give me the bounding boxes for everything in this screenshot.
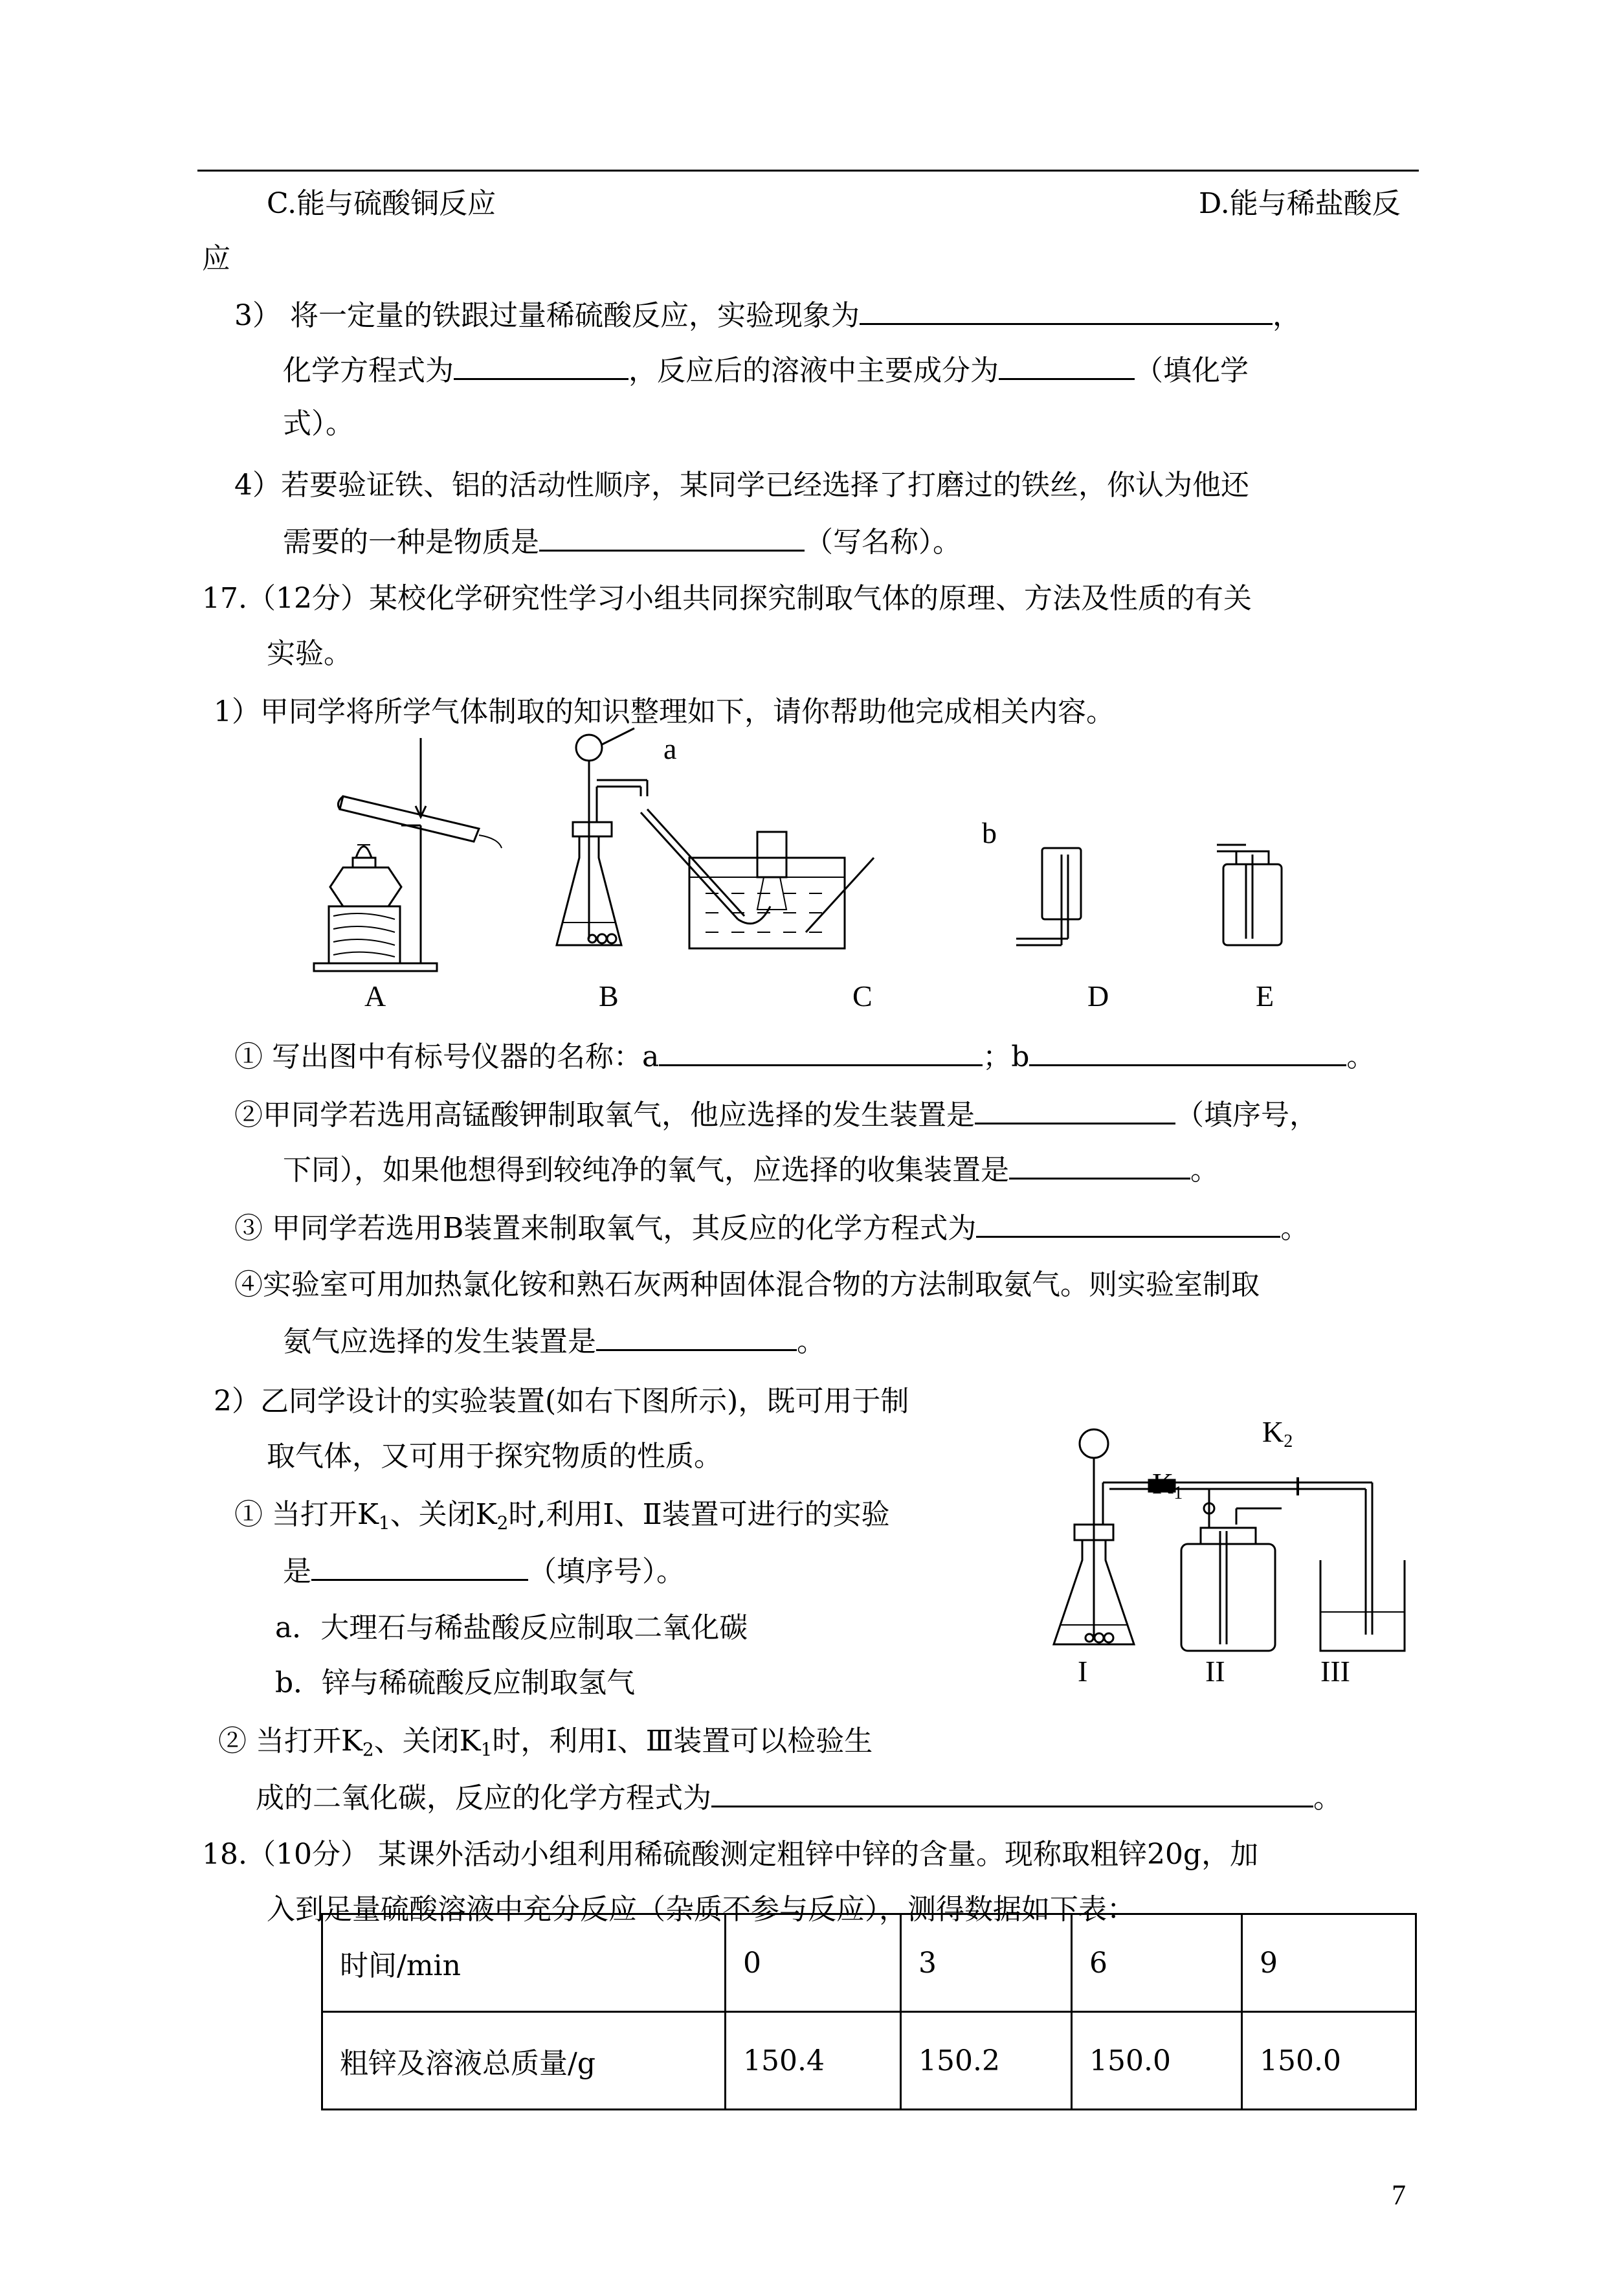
q3-solution-label: ，反应后的溶液中主要成分为	[628, 354, 999, 387]
label-a: a	[663, 732, 677, 765]
table-cell: 150.0	[1242, 2012, 1416, 2110]
q3-line3: 式）。	[283, 407, 354, 440]
q17-line1: 17.（12分）某校化学研究性学习小组共同探究制取气体的原理、方法及性质的有关	[202, 582, 1252, 615]
apparatus-figure-1	[304, 725, 1314, 997]
q4-label: 需要的一种是物质是	[283, 526, 539, 559]
q3-line1	[234, 295, 1301, 335]
sub1-b-label: ；b	[983, 1040, 1030, 1073]
p2s2-text-a: ② 当打开K	[218, 1725, 362, 1758]
table-cell: 3	[901, 1914, 1072, 2012]
apparatus-b	[557, 728, 647, 945]
apparatus-a	[314, 738, 502, 971]
label-b: b	[982, 816, 997, 849]
label-E: E	[1256, 979, 1274, 1012]
p2s2-sub2: 1	[480, 1739, 493, 1760]
table-cell: 150.4	[726, 2012, 901, 2110]
part2-sub2-line2	[256, 1777, 1342, 1818]
table-row	[322, 2012, 1416, 2110]
table-cell: 150.0	[1072, 2012, 1242, 2110]
p2s2-equation-blank[interactable]	[711, 1777, 1313, 1807]
sub1-punct: 。	[1346, 1040, 1375, 1073]
q3-equation-blank[interactable]	[454, 350, 628, 380]
q3-hint: （填化学	[1135, 354, 1249, 387]
p2s2-punct: 。	[1313, 1782, 1342, 1815]
q3-eq-label: 化学方程式为	[283, 354, 454, 387]
sub1-label: ① 写出图中有标号仪器的名称：a	[234, 1040, 660, 1073]
apparatus-e	[1217, 845, 1282, 945]
part2-sub2-line1	[218, 1722, 873, 1769]
q4-substance-blank[interactable]	[539, 521, 805, 552]
q4-hint: （写名称）。	[805, 526, 961, 559]
table-cell: 6	[1072, 1914, 1242, 2012]
sub4-device-blank[interactable]	[596, 1321, 797, 1351]
sub1	[234, 1036, 1375, 1077]
k1-K: K	[1152, 1467, 1174, 1500]
k2-label	[1262, 1415, 1293, 1452]
sub2-punct: 。	[1190, 1154, 1219, 1187]
sub4-punct: 。	[797, 1325, 825, 1358]
sub1-a-blank[interactable]	[659, 1036, 983, 1066]
sub2-collect-blank[interactable]	[1009, 1149, 1190, 1180]
sub4-line2	[283, 1321, 825, 1361]
sub4-line1: ④实验室可用加热氯化铵和熟石灰两种固体混合物的方法制取氨气。则实验室制取	[234, 1268, 1260, 1301]
beaker-iii	[1320, 1482, 1405, 1651]
sub3-label: ③ 甲同学若选用B装置来制取氧气，其反应的化学方程式为	[234, 1212, 977, 1245]
sub1-b-blank[interactable]	[1029, 1036, 1346, 1066]
table-cell: 9	[1242, 1914, 1416, 2012]
label-I: I	[1078, 1655, 1088, 1688]
sub2-line2	[283, 1149, 1219, 1190]
q18-line2: 入到足量硫酸溶液中充分反应（杂质不参与反应），测得数据如下表：	[267, 1893, 1135, 1926]
q18-line1: 18.（10分） 某课外活动小组利用稀硫酸测定粗锌中锌的含量。现称取粗锌20g，加	[202, 1838, 1259, 1871]
label-III: III	[1320, 1655, 1350, 1688]
sub2-collect-label: 下同），如果他想得到较纯净的氧气，应选择的收集装置是	[283, 1154, 1009, 1187]
label-C: C	[852, 979, 873, 1012]
page-number: 7	[1392, 2179, 1406, 2211]
k1-label	[1152, 1466, 1183, 1504]
sub2-label: ②甲同学若选用高锰酸钾制取氧气，他应选择的发生装置是	[234, 1099, 975, 1132]
q3-punct: ，	[1272, 299, 1301, 332]
p2s1-text-c: 时,利用Ⅰ、Ⅱ装置可进行的实验	[508, 1498, 890, 1531]
apparatus-figure-2	[1036, 1405, 1430, 1677]
q3-text: 3） 将一定量的铁跟过量稀硫酸反应，实验现象为	[234, 299, 860, 332]
k2-K: K	[1262, 1415, 1284, 1448]
apparatus-d	[1016, 848, 1081, 945]
p2s1-blank[interactable]	[311, 1550, 528, 1581]
table-cell: 0	[726, 1914, 901, 2012]
part1-intro: 1）甲同学将所学气体制取的知识整理如下，请你帮助他完成相关内容。	[214, 695, 1115, 728]
part2-sub1-line1	[234, 1495, 890, 1543]
table-row	[322, 1914, 1416, 2012]
q3-solution-blank[interactable]	[999, 350, 1135, 380]
sub2-device-blank[interactable]	[975, 1094, 1175, 1124]
p2s1-text-a: ① 当打开K	[234, 1498, 379, 1531]
part2-sub1-line2	[283, 1550, 685, 1591]
part2-line2: 取气体，又可用于探究物质的性质。	[267, 1440, 722, 1473]
sub2-line1	[234, 1094, 1318, 1135]
table-cell: 150.2	[901, 2012, 1072, 2110]
q3-line2	[283, 350, 1249, 390]
p2s2-text-c: 时，利用Ⅰ、Ⅲ装置可以检验生	[492, 1725, 873, 1758]
p2s1-text-b: 、关闭K	[390, 1498, 497, 1531]
label-A: A	[364, 979, 386, 1012]
apparatus-c	[641, 809, 874, 948]
option-d: D.能与稀盐酸反	[1199, 187, 1401, 220]
label-II: II	[1205, 1655, 1225, 1688]
data-table	[321, 1913, 1417, 2110]
p2s2-sub1: 2	[362, 1739, 374, 1760]
k2-sub: 2	[1284, 1431, 1293, 1451]
p2s2-text-d: 成的二氧化碳，反应的化学方程式为	[256, 1782, 711, 1815]
label-D: D	[1087, 979, 1109, 1012]
sub3-punct: 。	[1280, 1212, 1309, 1245]
p2s1-sub1: 1	[378, 1512, 390, 1534]
q3-phenomenon-blank[interactable]	[860, 295, 1273, 325]
p2s1-text-d: 是	[283, 1555, 311, 1588]
p2-option-a: a．大理石与稀盐酸反应制取二氧化碳	[275, 1611, 748, 1644]
header-rule	[197, 170, 1419, 172]
sub4-label: 氨气应选择的发生装置是	[283, 1325, 596, 1358]
option-c: C.能与硫酸铜反应	[267, 187, 496, 220]
sub3	[234, 1207, 1309, 1248]
p2-option-b: b．锌与稀硫酸反应制取氢气	[275, 1666, 636, 1699]
sub2-hint: （填序号，	[1175, 1099, 1318, 1132]
p2s2-text-b: 、关闭K	[373, 1725, 481, 1758]
label-B: B	[599, 979, 619, 1012]
table-cell: 粗锌及溶液总质量/g	[322, 2012, 726, 2110]
q4-line2	[283, 521, 961, 562]
table-cell: 时间/min	[322, 1914, 726, 2012]
option-d-continued: 应	[202, 242, 230, 275]
q4-line1: 4）若要验证铁、铝的活动性顺序，某同学已经选择了打磨过的铁丝，你认为他还	[234, 469, 1249, 502]
sub3-equation-blank[interactable]	[976, 1207, 1280, 1238]
bottle-ii	[1181, 1489, 1282, 1651]
p2s1-hint: （填序号）。	[528, 1555, 685, 1588]
part2-line1: 2）乙同学设计的实验装置(如右下图所示)，既可用于制	[214, 1385, 909, 1418]
p2s1-sub2: 2	[496, 1512, 509, 1534]
q17-line2: 实验。	[267, 637, 352, 670]
k1-sub: 1	[1174, 1483, 1183, 1503]
